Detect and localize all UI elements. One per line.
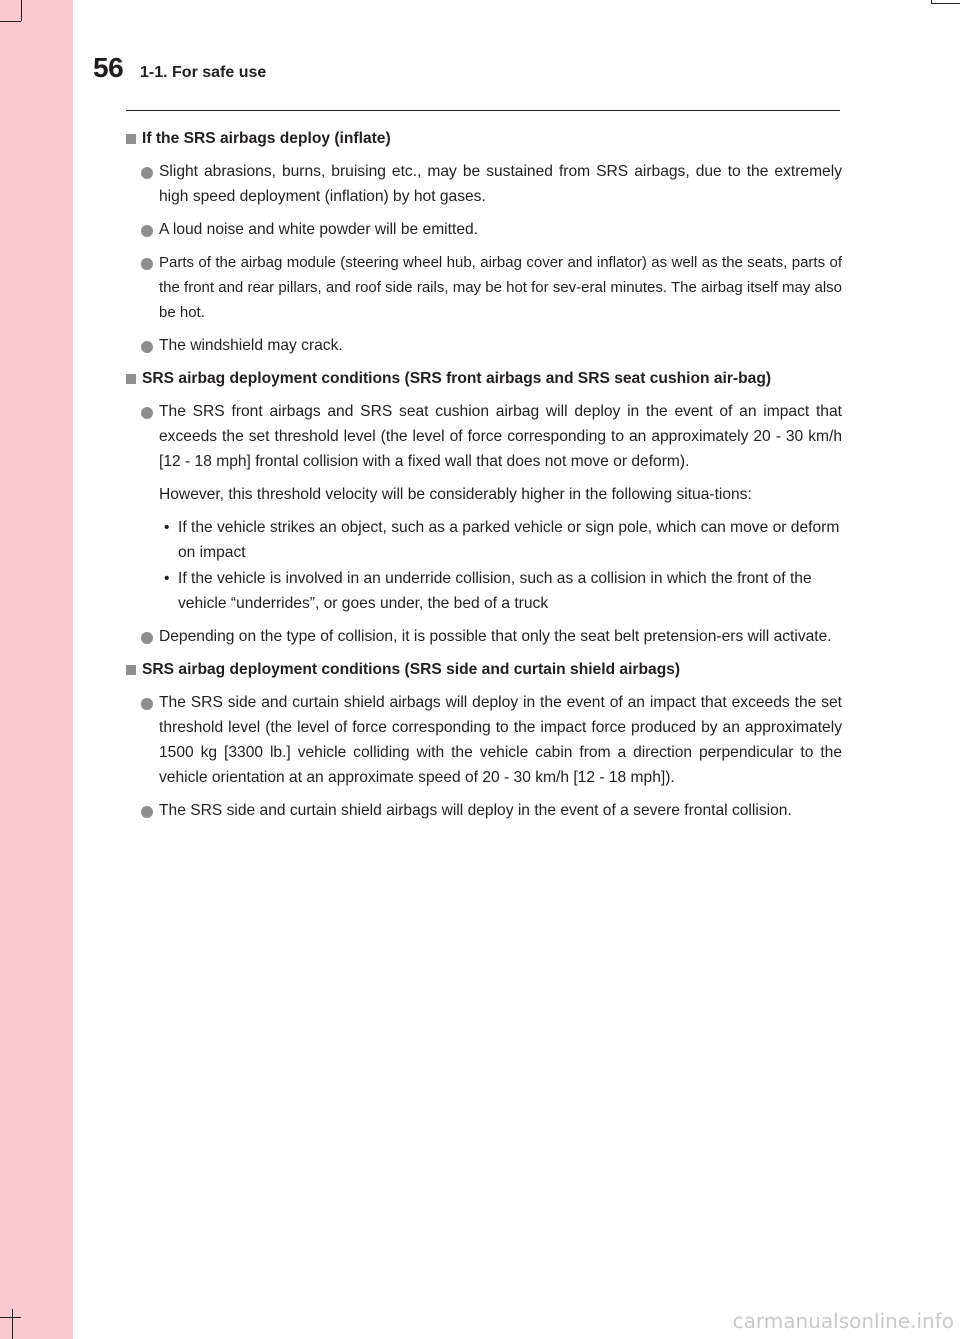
sub-list-item xyxy=(126,566,842,616)
dot-bullet-icon: • xyxy=(164,570,170,587)
list-item xyxy=(126,250,842,325)
round-bullet-icon xyxy=(141,258,153,270)
item-text: Parts of the airbag module (steering wheel hub, airbag cover and inflator) as well as the seats, parts of the front and rear pillars, and roof side rails, may be hot for sev-eral minutes. The airbag itself may also be hot. xyxy=(159,254,842,321)
paragraph: However, this threshold velocity will be considerably higher in the following situa-tions: xyxy=(159,486,752,503)
crop-mark xyxy=(0,21,21,22)
crop-mark xyxy=(932,3,960,4)
square-bullet-icon xyxy=(126,665,136,675)
page-number: 56 xyxy=(93,52,124,83)
round-bullet-icon xyxy=(141,806,153,818)
item-text: Depending on the type of collision, it is possible that only the seat belt pretension-ers will activate. xyxy=(159,628,832,645)
list-item xyxy=(126,798,842,823)
list-item xyxy=(126,624,842,649)
round-bullet-icon xyxy=(141,632,153,644)
round-bullet-icon xyxy=(141,341,153,353)
crop-mark xyxy=(931,0,932,4)
crop-mark xyxy=(12,1309,13,1339)
item-text: A loud noise and white powder will be emitted. xyxy=(159,221,478,238)
item-text: The SRS side and curtain shield airbags will deploy in the event of a severe frontal collision. xyxy=(159,802,792,819)
section-heading xyxy=(126,126,842,151)
list-item xyxy=(126,399,842,474)
dot-bullet-icon: • xyxy=(164,519,170,536)
page-content xyxy=(126,126,842,831)
heading-text: If the SRS airbags deploy (inflate) xyxy=(142,130,391,147)
section-heading xyxy=(126,366,842,391)
sub-list-item xyxy=(126,515,842,565)
list-item xyxy=(126,690,842,790)
square-bullet-icon xyxy=(126,374,136,384)
watermark: carmanualsonline.info xyxy=(732,1309,954,1333)
list-item xyxy=(126,333,842,358)
crop-mark xyxy=(21,0,22,21)
round-bullet-icon xyxy=(141,225,153,237)
header-rule xyxy=(126,110,840,111)
list-item xyxy=(126,217,842,242)
crop-mark xyxy=(0,1317,21,1318)
heading-text: SRS airbag deployment conditions (SRS front airbags and SRS seat cushion air-bag) xyxy=(142,370,772,387)
list-item xyxy=(126,159,842,209)
item-text: The SRS side and curtain shield airbags will deploy in the event of an impact that exceeds the set threshold level (the level of force corresponding to the impact force produced by an approximately 1500 kg [3300 lb.] vehicle colliding with the vehicle cabin from a direction perpendicular to the vehicle orientation at an approximate speed of 20 - 30 km/h [12 - 18 mph]). xyxy=(159,694,842,786)
heading-text: SRS airbag deployment conditions (SRS side and curtain shield airbags) xyxy=(142,661,681,678)
side-band xyxy=(0,0,73,1339)
round-bullet-icon xyxy=(141,167,153,179)
sub-item-text: If the vehicle strikes an object, such as a parked vehicle or sign pole, which can move or deform on impact xyxy=(178,519,840,561)
item-text: Slight abrasions, burns, bruising etc., may be sustained from SRS airbags, due to the extremely high speed deployment (inflation) by hot gases. xyxy=(159,163,842,205)
round-bullet-icon xyxy=(141,698,153,710)
round-bullet-icon xyxy=(141,407,153,419)
section-heading xyxy=(126,657,842,682)
section-title: 1-1. For safe use xyxy=(140,64,267,81)
sub-item-text: If the vehicle is involved in an underride collision, such as a collision in which the front of the vehicle “underrides”, or goes under, the bed of a truck xyxy=(178,570,812,612)
square-bullet-icon xyxy=(126,134,136,144)
item-text: The windshield may crack. xyxy=(159,337,343,354)
item-text: The SRS front airbags and SRS seat cushion airbag will deploy in the event of an impact that exceeds the set threshold level (the level of force corresponding to an approximately 20 - 30 km/h [12 - 18 mph] frontal collision with a fixed wall that does not move or deform). xyxy=(159,403,842,470)
